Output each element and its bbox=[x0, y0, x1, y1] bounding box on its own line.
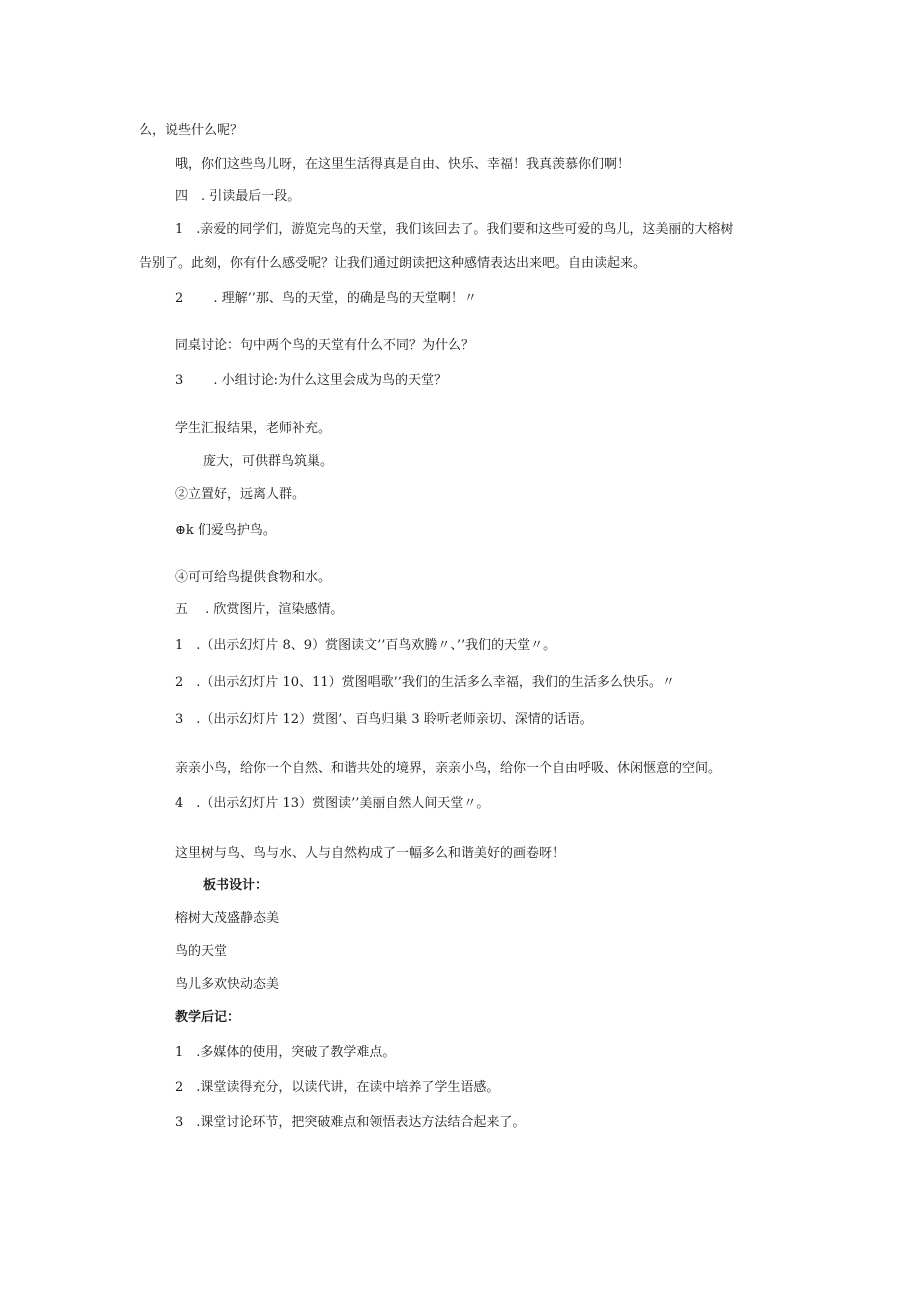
text-line: 告别了。此刻，你有什么感受呢？让我们通过朗读把这种感情表达出来吧。自由读起来。 bbox=[139, 256, 647, 271]
text-line: 2 .（出示幻灯片 10、11）赏图唱歌’’我们的生活多么幸福，我们的生活多么快乐。〃 bbox=[175, 675, 675, 690]
text-line: 1 .多媒体的使用，突破了教学难点。 bbox=[175, 1045, 396, 1060]
text-line: 鸟的天堂 bbox=[175, 944, 228, 959]
text-line: 亲亲小鸟，给你一个自然、和谐共处的境界，亲亲小鸟，给你一个自由呼吸、休闲惬意的空间。 bbox=[175, 761, 722, 776]
board-design-heading: 板书设计： bbox=[203, 878, 269, 893]
text-line: 庞大，可供群鸟筑巢。 bbox=[203, 454, 334, 469]
section-heading: 四 . 引读最后一段。 bbox=[175, 189, 301, 204]
text-line: 1 .亲爱的同学们，游览完鸟的天堂，我们该回去了。我们要和这些可爱的鸟儿，这美丽的大榕树 bbox=[175, 222, 734, 237]
section-heading: 五 . 欣赏图片，渲染感情。 bbox=[175, 602, 344, 617]
text-line: 哦，你们这些鸟儿呀，在这里生活得真是自由、快乐、幸福！我真羡慕你们啊！ bbox=[175, 157, 631, 172]
text-line: 学生汇报结果，老师补充。 bbox=[175, 421, 332, 436]
teaching-notes-heading: 教学后记： bbox=[175, 1010, 241, 1025]
text-line: 2 . 理解’’那、鸟的天堂，的确是鸟的天堂啊！〃 bbox=[175, 291, 477, 306]
text-line: 同桌讨论：句中两个鸟的天堂有什么不同？为什么？ bbox=[175, 338, 475, 353]
text-line: 么，说些什么呢？ bbox=[139, 123, 244, 138]
text-line: 3 . 小组讨论:为什么这里会成为鸟的天堂？ bbox=[175, 373, 448, 388]
text-line: 4 .（出示幻灯片 13）赏图读’’美丽自然人间天堂〃。 bbox=[175, 796, 490, 811]
text-line: 鸟儿多欢快动态美 bbox=[175, 977, 280, 992]
text-line: 这里树与鸟、鸟与水、人与自然构成了一幅多么和谐美好的画卷呀！ bbox=[175, 846, 566, 861]
text-line: 榕树大茂盛静态美 bbox=[175, 911, 280, 926]
text-line: ⊕k 们爱鸟护鸟。 bbox=[175, 523, 276, 538]
text-line: ②立置好，远离人群。 bbox=[175, 487, 306, 502]
text-line: 3 .课堂讨论环节，把突破难点和领悟表达方法结合起来了。 bbox=[175, 1115, 526, 1130]
text-line: 3 .（出示幻灯片 12）赏图’、百鸟归巢 3 聆听老师亲切、深情的话语。 bbox=[175, 712, 593, 727]
text-line: ④可可给鸟提供食物和水。 bbox=[175, 570, 332, 585]
text-line: 2 .课堂读得充分，以读代讲，在读中培养了学生语感。 bbox=[175, 1080, 500, 1095]
text-line: 1 .（出示幻灯片 8、9）赏图读文’’百鸟欢腾〃、’’我们的天堂〃。 bbox=[175, 638, 557, 653]
